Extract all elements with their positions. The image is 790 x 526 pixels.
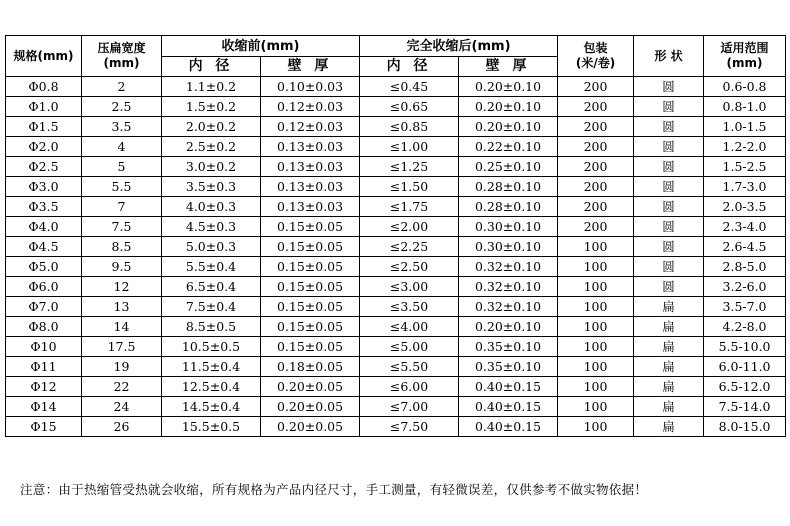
cell-range: 3.2-6.0 <box>704 277 786 297</box>
cell-shape: 圆 <box>634 177 704 197</box>
cell-after-inner-diameter: ≤7.00 <box>360 397 459 417</box>
cell-packaging: 200 <box>558 157 634 177</box>
header-shape: 形 状 <box>634 36 704 77</box>
cell-after-wall-thickness: 0.30±0.10 <box>459 237 558 257</box>
cell-range: 0.8-1.0 <box>704 97 786 117</box>
cell-after-wall-thickness: 0.20±0.10 <box>459 317 558 337</box>
cell-spec: Φ2.0 <box>6 137 82 157</box>
cell-spec: Φ2.5 <box>6 157 82 177</box>
table-row <box>6 297 786 317</box>
cell-before-wall-thickness: 0.12±0.03 <box>261 97 360 117</box>
table-row <box>6 137 786 157</box>
cell-packaging: 100 <box>558 397 634 417</box>
cell-after-inner-diameter: ≤4.00 <box>360 317 459 337</box>
cell-packaging: 200 <box>558 197 634 217</box>
cell-after-wall-thickness: 0.20±0.10 <box>459 117 558 137</box>
table-row <box>6 397 786 417</box>
cell-spec: Φ5.0 <box>6 257 82 277</box>
cell-shape: 圆 <box>634 97 704 117</box>
cell-range: 2.3-4.0 <box>704 217 786 237</box>
cell-shape: 圆 <box>634 197 704 217</box>
table-row <box>6 417 786 437</box>
cell-after-wall-thickness: 0.28±0.10 <box>459 197 558 217</box>
cell-flat-width: 17.5 <box>82 337 162 357</box>
table-row <box>6 257 786 277</box>
cell-shape: 圆 <box>634 117 704 137</box>
cell-shape: 圆 <box>634 217 704 237</box>
header-after-inner-diameter: 内 径 <box>360 57 459 77</box>
cell-packaging: 200 <box>558 217 634 237</box>
cell-after-inner-diameter: ≤0.45 <box>360 77 459 97</box>
cell-after-wall-thickness: 0.35±0.10 <box>459 357 558 377</box>
cell-packaging: 200 <box>558 117 634 137</box>
cell-before-inner-diameter: 15.5±0.5 <box>162 417 261 437</box>
cell-flat-width: 7.5 <box>82 217 162 237</box>
cell-after-inner-diameter: ≤1.50 <box>360 177 459 197</box>
cell-after-wall-thickness: 0.35±0.10 <box>459 337 558 357</box>
cell-before-inner-diameter: 1.5±0.2 <box>162 97 261 117</box>
cell-after-inner-diameter: ≤0.85 <box>360 117 459 137</box>
cell-spec: Φ10 <box>6 337 82 357</box>
cell-range: 2.6-4.5 <box>704 237 786 257</box>
cell-range: 2.8-5.0 <box>704 257 786 277</box>
spec-table <box>5 35 786 437</box>
cell-before-inner-diameter: 3.5±0.3 <box>162 177 261 197</box>
cell-packaging: 200 <box>558 137 634 157</box>
cell-after-wall-thickness: 0.30±0.10 <box>459 217 558 237</box>
cell-packaging: 100 <box>558 357 634 377</box>
header-range-line2: (mm) <box>726 56 763 70</box>
cell-spec: Φ3.0 <box>6 177 82 197</box>
cell-flat-width: 7 <box>82 197 162 217</box>
cell-flat-width: 2 <box>82 77 162 97</box>
header-spec: 规格(mm) <box>6 36 82 77</box>
cell-before-wall-thickness: 0.15±0.05 <box>261 317 360 337</box>
cell-range: 6.5-12.0 <box>704 377 786 397</box>
cell-before-inner-diameter: 2.5±0.2 <box>162 137 261 157</box>
cell-spec: Φ12 <box>6 377 82 397</box>
cell-after-inner-diameter: ≤7.50 <box>360 417 459 437</box>
cell-before-inner-diameter: 4.5±0.3 <box>162 217 261 237</box>
cell-before-wall-thickness: 0.15±0.05 <box>261 297 360 317</box>
cell-shape: 扁 <box>634 357 704 377</box>
header-packaging-line1: 包装 <box>583 41 608 55</box>
cell-before-wall-thickness: 0.15±0.05 <box>261 277 360 297</box>
cell-after-inner-diameter: ≤2.50 <box>360 257 459 277</box>
cell-before-wall-thickness: 0.13±0.03 <box>261 137 360 157</box>
header-range <box>704 36 786 77</box>
table-row <box>6 197 786 217</box>
cell-range: 1.7-3.0 <box>704 177 786 197</box>
table-row <box>6 157 786 177</box>
table-row <box>6 217 786 237</box>
disclaimer-note: 注意：由于热缩管受热就会收缩，所有规格为产品内径尺寸，手工测量，有轻微误差，仅供参考不做实物依据！ <box>20 482 648 497</box>
cell-after-inner-diameter: ≤2.00 <box>360 217 459 237</box>
cell-before-inner-diameter: 11.5±0.4 <box>162 357 261 377</box>
cell-before-inner-diameter: 14.5±0.4 <box>162 397 261 417</box>
cell-after-wall-thickness: 0.40±0.15 <box>459 397 558 417</box>
cell-before-wall-thickness: 0.15±0.05 <box>261 257 360 277</box>
cell-before-inner-diameter: 3.0±0.2 <box>162 157 261 177</box>
cell-flat-width: 4 <box>82 137 162 157</box>
table-row <box>6 177 786 197</box>
cell-after-wall-thickness: 0.32±0.10 <box>459 257 558 277</box>
cell-before-wall-thickness: 0.20±0.05 <box>261 417 360 437</box>
cell-after-inner-diameter: ≤1.75 <box>360 197 459 217</box>
cell-flat-width: 13 <box>82 297 162 317</box>
cell-before-wall-thickness: 0.18±0.05 <box>261 357 360 377</box>
table-row <box>6 237 786 257</box>
cell-shape: 圆 <box>634 237 704 257</box>
cell-after-inner-diameter: ≤6.00 <box>360 377 459 397</box>
cell-shape: 扁 <box>634 317 704 337</box>
cell-after-inner-diameter: ≤3.00 <box>360 277 459 297</box>
cell-packaging: 200 <box>558 177 634 197</box>
cell-flat-width: 19 <box>82 357 162 377</box>
cell-range: 7.5-14.0 <box>704 397 786 417</box>
cell-range: 2.0-3.5 <box>704 197 786 217</box>
cell-spec: Φ4.5 <box>6 237 82 257</box>
header-flat-width <box>82 36 162 77</box>
cell-packaging: 100 <box>558 417 634 437</box>
cell-after-inner-diameter: ≤1.00 <box>360 137 459 157</box>
cell-flat-width: 14 <box>82 317 162 337</box>
cell-flat-width: 5 <box>82 157 162 177</box>
table-row <box>6 277 786 297</box>
cell-after-inner-diameter: ≤5.00 <box>360 337 459 357</box>
table-row <box>6 117 786 137</box>
cell-packaging: 100 <box>558 277 634 297</box>
cell-shape: 扁 <box>634 337 704 357</box>
cell-flat-width: 5.5 <box>82 177 162 197</box>
cell-before-wall-thickness: 0.12±0.03 <box>261 117 360 137</box>
cell-range: 5.5-10.0 <box>704 337 786 357</box>
cell-before-inner-diameter: 8.5±0.5 <box>162 317 261 337</box>
header-after-wall-thickness: 壁 厚 <box>459 57 558 77</box>
cell-range: 4.2-8.0 <box>704 317 786 337</box>
cell-range: 6.0-11.0 <box>704 357 786 377</box>
cell-before-wall-thickness: 0.13±0.03 <box>261 157 360 177</box>
cell-shape: 圆 <box>634 77 704 97</box>
cell-before-wall-thickness: 0.15±0.05 <box>261 337 360 357</box>
cell-after-wall-thickness: 0.32±0.10 <box>459 277 558 297</box>
cell-spec: Φ15 <box>6 417 82 437</box>
table-row <box>6 377 786 397</box>
header-packaging <box>558 36 634 77</box>
cell-shape: 圆 <box>634 257 704 277</box>
cell-spec: Φ3.5 <box>6 197 82 217</box>
cell-spec: Φ11 <box>6 357 82 377</box>
cell-range: 1.2-2.0 <box>704 137 786 157</box>
cell-spec: Φ1.0 <box>6 97 82 117</box>
cell-shape: 扁 <box>634 397 704 417</box>
table-row <box>6 77 786 97</box>
cell-packaging: 200 <box>558 97 634 117</box>
cell-after-wall-thickness: 0.40±0.15 <box>459 377 558 397</box>
cell-before-inner-diameter: 1.1±0.2 <box>162 77 261 97</box>
cell-packaging: 100 <box>558 257 634 277</box>
cell-range: 8.0-15.0 <box>704 417 786 437</box>
cell-before-inner-diameter: 5.5±0.4 <box>162 257 261 277</box>
cell-shape: 扁 <box>634 417 704 437</box>
cell-after-inner-diameter: ≤5.50 <box>360 357 459 377</box>
header-packaging-line2: (米/卷) <box>575 56 616 70</box>
cell-before-inner-diameter: 5.0±0.3 <box>162 237 261 257</box>
cell-spec: Φ4.0 <box>6 217 82 237</box>
table-row <box>6 357 786 377</box>
cell-before-inner-diameter: 7.5±0.4 <box>162 297 261 317</box>
cell-flat-width: 2.5 <box>82 97 162 117</box>
cell-flat-width: 22 <box>82 377 162 397</box>
cell-after-wall-thickness: 0.20±0.10 <box>459 97 558 117</box>
cell-before-inner-diameter: 2.0±0.2 <box>162 117 261 137</box>
header-flat-width-line2: (mm) <box>103 56 140 70</box>
cell-range: 1.0-1.5 <box>704 117 786 137</box>
cell-shape: 扁 <box>634 297 704 317</box>
cell-shape: 圆 <box>634 157 704 177</box>
cell-spec: Φ8.0 <box>6 317 82 337</box>
cell-after-wall-thickness: 0.20±0.10 <box>459 77 558 97</box>
cell-shape: 扁 <box>634 377 704 397</box>
cell-after-inner-diameter: ≤1.25 <box>360 157 459 177</box>
cell-packaging: 100 <box>558 377 634 397</box>
cell-spec: Φ1.5 <box>6 117 82 137</box>
cell-packaging: 100 <box>558 237 634 257</box>
cell-spec: Φ7.0 <box>6 297 82 317</box>
cell-packaging: 100 <box>558 297 634 317</box>
table-row <box>6 337 786 357</box>
cell-flat-width: 24 <box>82 397 162 417</box>
header-before-shrink: 收缩前(mm) <box>162 36 360 57</box>
cell-after-inner-diameter: ≤3.50 <box>360 297 459 317</box>
cell-before-inner-diameter: 10.5±0.5 <box>162 337 261 357</box>
cell-flat-width: 3.5 <box>82 117 162 137</box>
header-flat-width-line1: 压扁宽度 <box>97 41 146 55</box>
cell-before-wall-thickness: 0.20±0.05 <box>261 377 360 397</box>
cell-flat-width: 8.5 <box>82 237 162 257</box>
cell-packaging: 100 <box>558 337 634 357</box>
cell-spec: Φ0.8 <box>6 77 82 97</box>
cell-after-inner-diameter: ≤0.65 <box>360 97 459 117</box>
cell-spec: Φ6.0 <box>6 277 82 297</box>
cell-after-wall-thickness: 0.40±0.15 <box>459 417 558 437</box>
cell-before-wall-thickness: 0.15±0.05 <box>261 217 360 237</box>
cell-before-wall-thickness: 0.20±0.05 <box>261 397 360 417</box>
cell-range: 0.6-0.8 <box>704 77 786 97</box>
table-header <box>6 36 786 77</box>
cell-flat-width: 9.5 <box>82 257 162 277</box>
table-row <box>6 317 786 337</box>
cell-before-wall-thickness: 0.15±0.05 <box>261 237 360 257</box>
cell-range: 1.5-2.5 <box>704 157 786 177</box>
cell-after-wall-thickness: 0.28±0.10 <box>459 177 558 197</box>
cell-before-inner-diameter: 12.5±0.4 <box>162 377 261 397</box>
cell-packaging: 200 <box>558 77 634 97</box>
header-range-line1: 适用范围 <box>720 41 769 55</box>
cell-flat-width: 12 <box>82 277 162 297</box>
cell-before-inner-diameter: 6.5±0.4 <box>162 277 261 297</box>
header-before-wall-thickness: 壁 厚 <box>261 57 360 77</box>
cell-before-wall-thickness: 0.10±0.03 <box>261 77 360 97</box>
cell-spec: Φ14 <box>6 397 82 417</box>
table-row <box>6 97 786 117</box>
cell-after-wall-thickness: 0.22±0.10 <box>459 137 558 157</box>
cell-before-inner-diameter: 4.0±0.3 <box>162 197 261 217</box>
cell-shape: 圆 <box>634 137 704 157</box>
table-body <box>6 77 786 437</box>
cell-flat-width: 26 <box>82 417 162 437</box>
cell-range: 3.5-7.0 <box>704 297 786 317</box>
cell-after-inner-diameter: ≤2.25 <box>360 237 459 257</box>
cell-before-wall-thickness: 0.13±0.03 <box>261 197 360 217</box>
cell-packaging: 100 <box>558 317 634 337</box>
cell-after-wall-thickness: 0.32±0.10 <box>459 297 558 317</box>
header-after-shrink: 完全收缩后(mm) <box>360 36 558 57</box>
cell-after-wall-thickness: 0.25±0.10 <box>459 157 558 177</box>
cell-before-wall-thickness: 0.13±0.03 <box>261 177 360 197</box>
cell-shape: 圆 <box>634 277 704 297</box>
header-before-inner-diameter: 内 径 <box>162 57 261 77</box>
